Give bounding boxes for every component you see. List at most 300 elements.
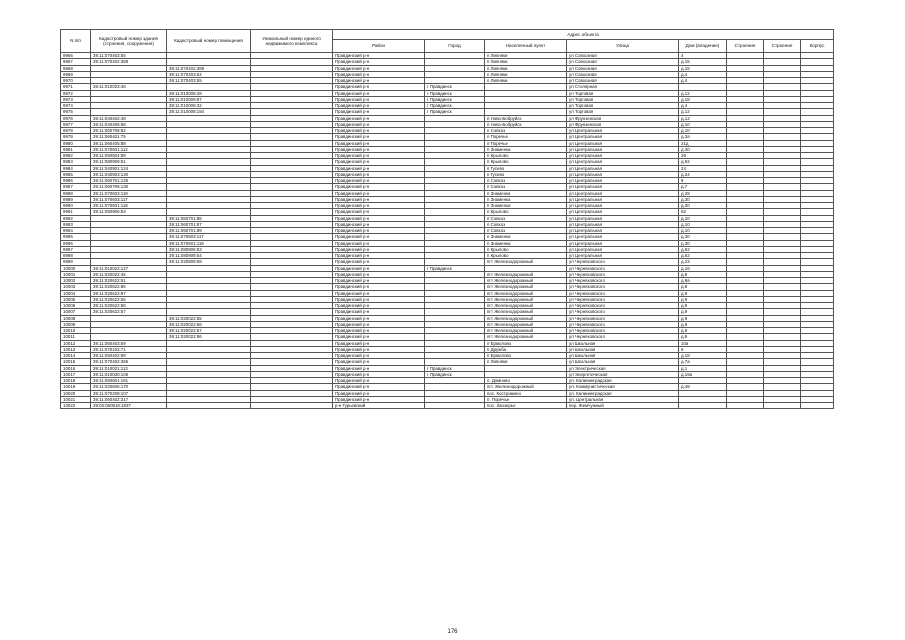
cell-cad-building: 39:11:060401:75 [91, 134, 167, 140]
cell-num: 9991 [61, 209, 91, 215]
cell-street: ул Центральная [567, 209, 679, 215]
cell-num: 10003 [61, 284, 91, 290]
cell-cad-building: 39:11:020622:55 [91, 296, 167, 302]
cell-house: д.9 [679, 303, 727, 309]
cell-street: ул Электрическая [567, 365, 679, 371]
cell-locality: п Липняки [485, 359, 567, 365]
cell-street: ул Центральная [567, 203, 679, 209]
cell-cad-building: 39:11:070603:118 [91, 190, 167, 196]
cell-cad-building: 39:11:040901:124 [91, 165, 167, 171]
cell-locality: пгт Железнодорожный [485, 303, 567, 309]
cell-num: 9997 [61, 246, 91, 252]
cell-num: 9966 [61, 53, 91, 59]
cell-cad-building: 39:11:070208:107 [91, 390, 167, 396]
cell-district: Правдинский р-н [333, 284, 425, 290]
cell-street: ул. Коммунистическая [567, 384, 679, 390]
cell-cad-room: 39:11:060701:89 [167, 228, 251, 234]
cell-street: ул Черняховского [567, 328, 679, 334]
cell-district: Правдинский р-н [333, 140, 425, 146]
cell-house: д.18 [679, 353, 727, 359]
header-kv: Корпус [801, 40, 834, 53]
cell-num: 9983 [61, 159, 91, 165]
cell-locality: п. Поречье [485, 396, 567, 402]
cell-house: д.30 [679, 196, 727, 202]
cell-cad-building: 39:11:060706:130 [91, 184, 167, 190]
cell-locality: пгт Железнодорожный [485, 284, 567, 290]
cell-house: д.19а [679, 371, 727, 377]
cell-house: д.12 [679, 109, 727, 115]
cell-street: ул Торговая [567, 103, 679, 109]
cell-district: Правдинский р-н [333, 78, 425, 84]
cell-cad-building: 39:11:050402:99 [91, 353, 167, 359]
cell-cad-building: 39:11:070403:55 [91, 53, 167, 59]
cell-district: Правдинский р-н [333, 84, 425, 90]
cell-cad-building: 39:11:020022:45 [91, 271, 167, 277]
cell-locality: пгт Железнодорожный [485, 334, 567, 340]
header-city: Город [425, 40, 485, 53]
header-street: Улица [567, 40, 679, 53]
cell-district: Правдинский р-н [333, 290, 425, 296]
cell-locality: пгт Железнодорожный [485, 328, 567, 334]
cell-locality: п Гусево [485, 171, 567, 177]
cell-city [425, 403, 485, 409]
cell-num: 9976 [61, 115, 91, 121]
cell-cad-building: 39:11:060701:126 [91, 178, 167, 184]
cell-house: д.9 [679, 334, 727, 340]
cell-house: д.15 [679, 59, 727, 65]
cell-street: ул Торговая [567, 90, 679, 96]
cell-street: ул Центральная [567, 253, 679, 259]
cell-street: ул Школьная [567, 346, 679, 352]
cell-house: д.9 [679, 284, 727, 290]
cell-city: г Правдинск [425, 265, 485, 271]
cell-district: Правдинский р-н [333, 321, 425, 327]
cell-cad-building: 39:11:010030:108 [91, 371, 167, 377]
cell-district: Правдинский р-н [333, 109, 425, 115]
cell-street: ул Центральная [567, 146, 679, 152]
cell-district: Правдинский р-н [333, 278, 425, 284]
cell-num: 10014 [61, 353, 91, 359]
cell-num: 9990 [61, 203, 91, 209]
cell-district: Правдинский р-н [333, 371, 425, 377]
cell-district: Правдинский р-н [333, 203, 425, 209]
cell-num: 10005 [61, 296, 91, 302]
cell-num: 10000 [61, 265, 91, 271]
cell-district: Правдинский р-н [333, 96, 425, 102]
cell-street: ул Черняховского [567, 259, 679, 265]
cell-num: 10008 [61, 315, 91, 321]
cell-house: д.10 [679, 221, 727, 227]
cell-locality: пос. Заозерье [485, 403, 567, 409]
cell-house: д.24 [679, 171, 727, 177]
cell-street: ул Фрунзенская [567, 115, 679, 121]
cell-locality: п Совхоз [485, 221, 567, 227]
cell-num: 9988 [61, 190, 91, 196]
cell-street: ул Черняховского [567, 315, 679, 321]
cell-cad-complex [251, 403, 333, 409]
cell-house: д.62 [679, 253, 727, 259]
cell-locality: п Крылово [485, 159, 567, 165]
cell-locality: п Совхоз [485, 128, 567, 134]
cell-num: 9999 [61, 259, 91, 265]
cell-city: г Правдинск [425, 109, 485, 115]
cell-street: ул Центральная [567, 221, 679, 227]
cell-num: 9989 [61, 196, 91, 202]
cell-locality: п Ново-Бобруйск [485, 121, 567, 127]
cell-street: ул Центральная [567, 165, 679, 171]
cell-house: д.9 [679, 328, 727, 334]
cell-street: ул Центральная [567, 228, 679, 234]
cell-district: Правдинский р-н [333, 121, 425, 127]
cell-num: 9971 [61, 84, 91, 90]
cell-num: 9972 [61, 90, 91, 96]
header-num: N п/п [61, 30, 91, 53]
cell-num: 10016 [61, 365, 91, 371]
cell-city: г Правдинск [425, 96, 485, 102]
cell-street: ул Столярная [567, 84, 679, 90]
cell-street: ул Совхозная [567, 78, 679, 84]
cell-street: ул Черняховского [567, 296, 679, 302]
cell-district: Правдинский р-н [333, 240, 425, 246]
cell-cad-room: 39:11:010008:28 [167, 90, 251, 96]
cell-district: Правдинский р-н [333, 309, 425, 315]
cell-cad-building: 39:11:050403:69 [91, 340, 167, 346]
cell-num: 10019 [61, 384, 91, 390]
cell-house: д.7 [679, 184, 727, 190]
cell-house: 10а [679, 340, 727, 346]
cell-house: д.9 [679, 309, 727, 315]
cell-num: 9967 [61, 59, 91, 65]
cell-locality: п Знаменка [485, 190, 567, 196]
cell-locality: п Поречье [485, 134, 567, 140]
cell-locality: пгт. Железнодорожный [485, 384, 567, 390]
cell-district: Правдинский р-н [333, 384, 425, 390]
cell-house: д.15 [679, 65, 727, 71]
cell-locality: п Знаменка [485, 234, 567, 240]
cell-house: д.9 [679, 296, 727, 302]
cell-district: Правдинский р-н [333, 390, 425, 396]
cell-cad-building: 39:11:060405:88 [91, 140, 167, 146]
header-house: Дом (владение) [679, 40, 727, 53]
cell-house: д.28 [679, 190, 727, 196]
cell-cad-building: 39:11:020622:86 [91, 284, 167, 290]
cell-house: 29 [679, 153, 727, 159]
cell-cad-room: 39:11:020022:56 [167, 321, 251, 327]
cell-num: 10015 [61, 359, 91, 365]
cell-locality: п Крылово [485, 153, 567, 159]
cell-district: Правдинский р-н [333, 296, 425, 302]
cell-district: Правдинский р-н [333, 115, 425, 121]
cell-house: д.10 [679, 121, 727, 127]
cell-street: ул Энергетическая [567, 371, 679, 377]
cell-num: 9970 [61, 78, 91, 84]
cell-street: ул Центральная [567, 153, 679, 159]
cell-locality: пгт Железнодорожный [485, 296, 567, 302]
cell-street: ул Черняховского [567, 303, 679, 309]
cell-house: д.9 [679, 271, 727, 277]
cell-city: г Правдинск [425, 371, 485, 377]
cell-house: д.49 [679, 384, 727, 390]
cell-district: Правдинский р-н [333, 246, 425, 252]
cell-locality: пгт Железнодорожный [485, 315, 567, 321]
cell-street: ул Фрунзенская [567, 121, 679, 127]
cell-cad-building: 39:11:010021:113 [91, 365, 167, 371]
cell-locality: п Липняки [485, 53, 567, 59]
cell-district: Правдинский р-н [333, 153, 425, 159]
cell-num: 9993 [61, 221, 91, 227]
cell-house: 21д [679, 140, 727, 146]
cell-house: д.23 [679, 259, 727, 265]
cell-num: 10013 [61, 346, 91, 352]
cell-district: Правдинский р-н [333, 53, 425, 59]
cell-num: 10010 [61, 328, 91, 334]
cell-district: Правдинский р-н [333, 221, 425, 227]
cell-locality: п Липняки [485, 78, 567, 84]
cell-cad-building: 39:11:020606:170 [91, 384, 167, 390]
cell-street: ул Центральная [567, 190, 679, 196]
cell-locality: п. Домново [485, 378, 567, 384]
cell-locality: п Ермолово [485, 340, 567, 346]
cell-cad-building: 39:11:040405:68 [91, 121, 167, 127]
cell-street: ул Центральная [567, 171, 679, 177]
cell-cad-building: 39:11:010022:127 [91, 265, 167, 271]
cell-num: 9980 [61, 140, 91, 146]
cell-num: 9984 [61, 165, 91, 171]
cell-cad-building: 39:11:070102:71 [91, 346, 167, 352]
cell-num: 9998 [61, 253, 91, 259]
cell-street: ул Черняховского [567, 290, 679, 296]
cell-locality: п Липняки [485, 71, 567, 77]
cell-cad-room: 39:11:010009:87 [167, 96, 251, 102]
cell-street: ул Центральная [567, 140, 679, 146]
cell-locality: п Ермолово [485, 353, 567, 359]
header-cad-complex: Уникальный номер единого недвижимого комплекса [251, 30, 333, 53]
cell-house: 9 [679, 178, 727, 184]
cell-street: ул Черняховского [567, 334, 679, 340]
cell-house: д.9а [679, 278, 727, 284]
cell-empty [764, 403, 801, 409]
cell-locality: п Крылово [485, 246, 567, 252]
cell-street: ул Центральная [567, 134, 679, 140]
cell-district: Правдинский р-н [333, 334, 425, 340]
cell-district: Правдинский р-н [333, 59, 425, 65]
cell-num: 9986 [61, 178, 91, 184]
cell-street: пер. Жемчужный [567, 403, 679, 409]
cell-street: ул Черняховского [567, 265, 679, 271]
cell-street: ул Черняховского [567, 321, 679, 327]
cell-street: ул Черняховского [567, 278, 679, 284]
cell-house: д.10 [679, 128, 727, 134]
cell-locality: п Совхоз [485, 178, 567, 184]
cell-locality: п Совхоз [485, 228, 567, 234]
cell-num: 10018 [61, 378, 91, 384]
cell-num: 10022 [61, 403, 91, 409]
table-body [61, 53, 834, 409]
cell-district: Правдинский р-н [333, 234, 425, 240]
cell-cad-building: 39:11:080504:89 [91, 153, 167, 159]
cell-street: ул Школьная [567, 353, 679, 359]
cell-street: ул Центральная [567, 128, 679, 134]
cell-cad-room: 39:11:070403:55 [167, 78, 251, 84]
cell-num: 10012 [61, 340, 91, 346]
cell-city: г Правдинск [425, 103, 485, 109]
cell-num: 9973 [61, 96, 91, 102]
cell-district: Правдинский р-н [333, 365, 425, 371]
cell-street: ул. Центральная [567, 396, 679, 402]
cell-empty [727, 403, 764, 409]
cell-locality: п Дружба [485, 346, 567, 352]
cell-cad-room: 39:11:060701:86 [167, 215, 251, 221]
cell-num: 10006 [61, 303, 91, 309]
cell-street: ул Школьная [567, 359, 679, 365]
cell-num: 10011 [61, 334, 91, 340]
cell-locality: п Ново-Бобруйск [485, 115, 567, 121]
cell-num: 9978 [61, 128, 91, 134]
cell-district: Правдинский р-н [333, 396, 425, 402]
cell-cad-building: 39:11:010023:46 [91, 84, 167, 90]
cell-cad-building: 39:11:060402:317 [91, 396, 167, 402]
cell-cad-room [167, 403, 251, 409]
cell-house: д.9 [679, 290, 727, 296]
header-stroenie: Строение [764, 40, 801, 53]
cell-house: д.12 [679, 115, 727, 121]
cell-num: 10017 [61, 371, 91, 377]
cell-cad-room: 39:11:080909:54 [167, 253, 251, 259]
cell-num: 10002 [61, 278, 91, 284]
cell-district: Правдинский р-н [333, 359, 425, 365]
cell-house: д.30 [679, 146, 727, 152]
header-address: Адрес объекта [333, 30, 834, 40]
cell-district: Правдинский р-н [333, 215, 425, 221]
cell-num: 9995 [61, 234, 91, 240]
cell-district: Правдинский р-н [333, 90, 425, 96]
cell-district: Правдинский р-н [333, 134, 425, 140]
cell-cad-room: 39:11:020809:58 [167, 259, 251, 265]
cell-num: 9994 [61, 228, 91, 234]
cell-district: Правдинский р-н [333, 303, 425, 309]
registry-table-sheet [60, 29, 833, 409]
cell-cad-room: 39:11:020022:55 [167, 315, 251, 321]
cell-street: ул. Калининградская [567, 390, 679, 396]
cell-district: Правдинский р-н [333, 253, 425, 259]
cell-city: г Правдинск [425, 90, 485, 96]
cell-locality: п Крылово [485, 209, 567, 215]
cell-cad-room: 39:11:020022:86 [167, 334, 251, 340]
cell-locality: п Знаменка [485, 146, 567, 152]
cell-street: ул Центральная [567, 240, 679, 246]
cell-district: Правдинский р-н [333, 209, 425, 215]
cell-district: Правдинский р-н [333, 346, 425, 352]
cell-num: 10007 [61, 309, 91, 315]
page-number: 176 [447, 629, 458, 635]
cell-num: 10021 [61, 396, 91, 402]
cell-num: 9981 [61, 146, 91, 152]
cell-district: Правдинский р-н [333, 271, 425, 277]
cell-street: ул Черняховского [567, 284, 679, 290]
cell-city: г Правдинск [425, 84, 485, 90]
cell-locality: пгт Железнодорожный [485, 321, 567, 327]
cell-locality: п Знаменка [485, 240, 567, 246]
cell-cad-room: 39:11:070603:117 [167, 234, 251, 240]
cell-num: 10020 [61, 390, 91, 396]
cell-locality: пгт Железнодорожный [485, 290, 567, 296]
header-korpus: Строение [727, 40, 764, 53]
cell-cad-room: 39:11:010008:32 [167, 103, 251, 109]
cell-house: д.4 [679, 103, 727, 109]
cell-num: 9987 [61, 184, 91, 190]
cell-district: Правдинский р-н [333, 65, 425, 71]
cell-district: Правдинский р-н [333, 171, 425, 177]
cell-street: ул Центральная [567, 184, 679, 190]
cell-num: 10001 [61, 271, 91, 277]
cell-locality: п Поречье [485, 140, 567, 146]
cell-num: 10004 [61, 290, 91, 296]
cell-street: ул Торговая [567, 109, 679, 115]
cell-house: 24 [679, 165, 727, 171]
cell-cad-room: 39:11:070601:118 [167, 240, 251, 246]
cell-street: ул. Калининградская [567, 378, 679, 384]
cell-house [679, 403, 727, 409]
cell-district: Правдинский р-н [333, 315, 425, 321]
cell-district: Правдинский р-н [333, 228, 425, 234]
cell-district: Правдинский р-н [333, 184, 425, 190]
cell-cad-building: 39:11:080906:53 [91, 209, 167, 215]
cell-house: д.10 [679, 228, 727, 234]
cell-street: ул Центральная [567, 234, 679, 240]
cell-num: 9977 [61, 121, 91, 127]
header-district: Район [333, 40, 425, 53]
cell-num: 9968 [61, 65, 91, 71]
registry-table [60, 29, 834, 409]
cell-district: Правдинский р-н [333, 128, 425, 134]
cell-cad-building: 39:11:050601:161 [91, 378, 167, 384]
cell-house: д.10 [679, 215, 727, 221]
cell-house: д.1 [679, 365, 727, 371]
cell-street: ул Совхозная [567, 71, 679, 77]
cell-house: 4 [679, 53, 727, 59]
cell-num: 9975 [61, 109, 91, 115]
cell-district: Правдинский р-н [333, 103, 425, 109]
cell-house: д.4 [679, 71, 727, 77]
header-locality: Населенный пункт [485, 40, 567, 53]
cell-house: д.62 [679, 159, 727, 165]
cell-district: Правдинский р-н [333, 328, 425, 334]
cell-district: Правдинский р-н [333, 178, 425, 184]
cell-street: ул Центральная [567, 246, 679, 252]
cell-district: Правдинский р-н [333, 259, 425, 265]
cell-locality: п Совхоз [485, 215, 567, 221]
cell-district: Правдинский р-н [333, 378, 425, 384]
cell-num: 9974 [61, 103, 91, 109]
cell-cad-room: 39:11:020022:57 [167, 328, 251, 334]
cell-cad-room: 39:11:010008:194 [167, 109, 251, 115]
cell-locality: пгт Железнодорожный [485, 271, 567, 277]
cell-num: 9979 [61, 134, 91, 140]
cell-num: 10009 [61, 321, 91, 327]
cell-locality: п Знаменка [485, 196, 567, 202]
cell-locality: п Липняки [485, 59, 567, 65]
cell-num: 9996 [61, 240, 91, 246]
cell-cad-building: 39:11:070601:118 [91, 203, 167, 209]
cell-cad-room: 39:11:070402:369 [167, 65, 251, 71]
cell-street: ул Совхозная [567, 53, 679, 59]
cell-street: ул Черняховского [567, 271, 679, 277]
cell-district: Правдинский р-н [333, 196, 425, 202]
cell-locality: п Липняки [485, 65, 567, 71]
cell-cad-room: 39:11:070403:54 [167, 71, 251, 77]
table-header [61, 30, 834, 53]
cell-cad-room: 39:11:080906:53 [167, 246, 251, 252]
